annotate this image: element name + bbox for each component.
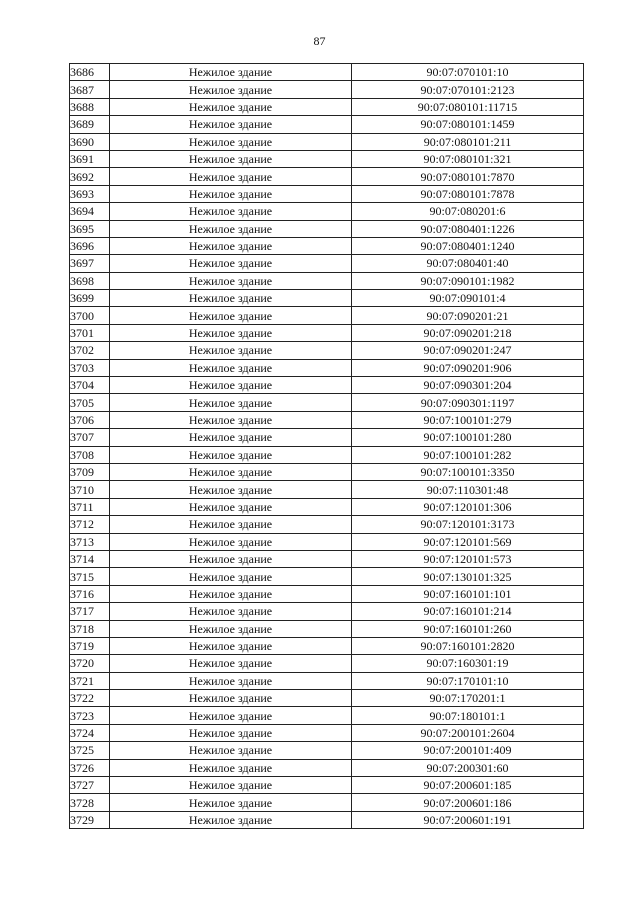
cadastral-number-cell: 90:07:160101:2820 — [352, 637, 584, 654]
row-number-cell: 3716 — [70, 585, 110, 602]
cadastral-number-cell: 90:07:120101:569 — [352, 533, 584, 550]
cadastral-number-cell: 90:07:090201:247 — [352, 342, 584, 359]
row-number-cell: 3706 — [70, 411, 110, 428]
property-type-cell: Нежилое здание — [110, 777, 352, 794]
property-type-cell: Нежилое здание — [110, 498, 352, 515]
row-number-cell: 3689 — [70, 116, 110, 133]
property-type-cell: Нежилое здание — [110, 463, 352, 480]
cadastral-number-cell: 90:07:160101:214 — [352, 603, 584, 620]
row-number-cell: 3704 — [70, 377, 110, 394]
table-row — [70, 98, 584, 115]
cadastral-number-cell: 90:07:170101:10 — [352, 672, 584, 689]
row-number-cell: 3727 — [70, 777, 110, 794]
cadastral-number-cell: 90:07:200601:191 — [352, 811, 584, 828]
table-row — [70, 724, 584, 741]
table-row — [70, 777, 584, 794]
row-number-cell: 3708 — [70, 446, 110, 463]
cadastral-number-cell: 90:07:120101:306 — [352, 498, 584, 515]
cadastral-number-cell: 90:07:100101:280 — [352, 429, 584, 446]
property-type-cell: Нежилое здание — [110, 533, 352, 550]
cadastral-number-cell: 90:07:080401:1240 — [352, 237, 584, 254]
property-type-cell: Нежилое здание — [110, 377, 352, 394]
row-number-cell: 3728 — [70, 794, 110, 811]
table-row — [70, 411, 584, 428]
cadastral-number-cell: 90:07:090201:906 — [352, 359, 584, 376]
table-row — [70, 220, 584, 237]
table-row — [70, 550, 584, 567]
property-type-cell: Нежилое здание — [110, 324, 352, 341]
property-type-cell: Нежилое здание — [110, 64, 352, 81]
cadastral-number-cell: 90:07:090301:204 — [352, 377, 584, 394]
property-type-cell: Нежилое здание — [110, 690, 352, 707]
row-number-cell: 3715 — [70, 568, 110, 585]
table-row — [70, 307, 584, 324]
property-type-cell: Нежилое здание — [110, 620, 352, 637]
cadastral-number-cell: 90:07:160101:260 — [352, 620, 584, 637]
table-row — [70, 185, 584, 202]
property-type-cell: Нежилое здание — [110, 655, 352, 672]
table-row — [70, 811, 584, 828]
table-row — [70, 377, 584, 394]
table-row — [70, 794, 584, 811]
table-row — [70, 116, 584, 133]
table-row — [70, 81, 584, 98]
cadastral-number-cell: 90:07:080101:321 — [352, 150, 584, 167]
cadastral-number-cell: 90:07:160101:101 — [352, 585, 584, 602]
row-number-cell: 3693 — [70, 185, 110, 202]
table-row — [70, 516, 584, 533]
cadastral-number-cell: 90:07:180101:1 — [352, 707, 584, 724]
table-row — [70, 394, 584, 411]
cadastral-number-cell: 90:07:130101:325 — [352, 568, 584, 585]
property-type-cell: Нежилое здание — [110, 672, 352, 689]
row-number-cell: 3700 — [70, 307, 110, 324]
table-row — [70, 672, 584, 689]
registry-table-body — [70, 64, 584, 829]
table-row — [70, 759, 584, 776]
table-row — [70, 272, 584, 289]
property-type-cell: Нежилое здание — [110, 411, 352, 428]
property-type-cell: Нежилое здание — [110, 568, 352, 585]
property-type-cell: Нежилое здание — [110, 255, 352, 272]
property-type-cell: Нежилое здание — [110, 759, 352, 776]
property-type-cell: Нежилое здание — [110, 290, 352, 307]
row-number-cell: 3697 — [70, 255, 110, 272]
row-number-cell: 3696 — [70, 237, 110, 254]
property-type-cell: Нежилое здание — [110, 429, 352, 446]
row-number-cell: 3694 — [70, 203, 110, 220]
row-number-cell: 3688 — [70, 98, 110, 115]
property-type-cell: Нежилое здание — [110, 98, 352, 115]
cadastral-number-cell: 90:07:070101:2123 — [352, 81, 584, 98]
property-registry-table — [69, 63, 584, 829]
table-row — [70, 446, 584, 463]
table-row — [70, 150, 584, 167]
property-type-cell: Нежилое здание — [110, 742, 352, 759]
property-type-cell: Нежилое здание — [110, 585, 352, 602]
table-row — [70, 359, 584, 376]
property-type-cell: Нежилое здание — [110, 237, 352, 254]
cadastral-number-cell: 90:07:200101:2604 — [352, 724, 584, 741]
table-row — [70, 429, 584, 446]
row-number-cell: 3703 — [70, 359, 110, 376]
property-type-cell: Нежилое здание — [110, 220, 352, 237]
row-number-cell: 3707 — [70, 429, 110, 446]
property-type-cell: Нежилое здание — [110, 81, 352, 98]
property-type-cell: Нежилое здание — [110, 272, 352, 289]
property-type-cell: Нежилое здание — [110, 307, 352, 324]
property-type-cell: Нежилое здание — [110, 550, 352, 567]
table-row — [70, 237, 584, 254]
row-number-cell: 3701 — [70, 324, 110, 341]
property-type-cell: Нежилое здание — [110, 342, 352, 359]
table-row — [70, 203, 584, 220]
row-number-cell: 3723 — [70, 707, 110, 724]
property-type-cell: Нежилое здание — [110, 637, 352, 654]
cadastral-number-cell: 90:07:080101:11715 — [352, 98, 584, 115]
property-type-cell: Нежилое здание — [110, 516, 352, 533]
row-number-cell: 3711 — [70, 498, 110, 515]
table-row — [70, 290, 584, 307]
table-row — [70, 707, 584, 724]
cadastral-number-cell: 90:07:080101:211 — [352, 133, 584, 150]
row-number-cell: 3721 — [70, 672, 110, 689]
property-type-cell: Нежилое здание — [110, 116, 352, 133]
row-number-cell: 3713 — [70, 533, 110, 550]
table-row — [70, 742, 584, 759]
row-number-cell: 3714 — [70, 550, 110, 567]
row-number-cell: 3695 — [70, 220, 110, 237]
table-row — [70, 655, 584, 672]
cadastral-number-cell: 90:07:080201:6 — [352, 203, 584, 220]
cadastral-number-cell: 90:07:090201:21 — [352, 307, 584, 324]
cadastral-number-cell: 90:07:090301:1197 — [352, 394, 584, 411]
property-type-cell: Нежилое здание — [110, 603, 352, 620]
row-number-cell: 3705 — [70, 394, 110, 411]
cadastral-number-cell: 90:07:160301:19 — [352, 655, 584, 672]
cadastral-number-cell: 90:07:090101:4 — [352, 290, 584, 307]
row-number-cell: 3718 — [70, 620, 110, 637]
cadastral-number-cell: 90:07:200601:185 — [352, 777, 584, 794]
row-number-cell: 3722 — [70, 690, 110, 707]
row-number-cell: 3686 — [70, 64, 110, 81]
page-number: 87 — [313, 34, 326, 48]
cadastral-number-cell: 90:07:080101:7870 — [352, 168, 584, 185]
row-number-cell: 3729 — [70, 811, 110, 828]
table-row — [70, 64, 584, 81]
row-number-cell: 3710 — [70, 481, 110, 498]
table-row — [70, 168, 584, 185]
cadastral-number-cell: 90:07:200301:60 — [352, 759, 584, 776]
table-row — [70, 637, 584, 654]
cadastral-number-cell: 90:07:080401:1226 — [352, 220, 584, 237]
table-row — [70, 324, 584, 341]
cadastral-number-cell: 90:07:090101:1982 — [352, 272, 584, 289]
property-type-cell: Нежилое здание — [110, 359, 352, 376]
property-type-cell: Нежилое здание — [110, 481, 352, 498]
row-number-cell: 3720 — [70, 655, 110, 672]
property-type-cell: Нежилое здание — [110, 185, 352, 202]
cadastral-number-cell: 90:07:110301:48 — [352, 481, 584, 498]
row-number-cell: 3687 — [70, 81, 110, 98]
row-number-cell: 3724 — [70, 724, 110, 741]
row-number-cell: 3726 — [70, 759, 110, 776]
property-type-cell: Нежилое здание — [110, 707, 352, 724]
cadastral-number-cell: 90:07:200601:186 — [352, 794, 584, 811]
property-type-cell: Нежилое здание — [110, 168, 352, 185]
property-type-cell: Нежилое здание — [110, 446, 352, 463]
cadastral-number-cell: 90:07:080101:7878 — [352, 185, 584, 202]
row-number-cell: 3717 — [70, 603, 110, 620]
table-row — [70, 463, 584, 480]
table-row — [70, 603, 584, 620]
table-row — [70, 533, 584, 550]
table-row — [70, 481, 584, 498]
property-type-cell: Нежилое здание — [110, 394, 352, 411]
cadastral-number-cell: 90:07:120101:3173 — [352, 516, 584, 533]
cadastral-number-cell: 90:07:080101:1459 — [352, 116, 584, 133]
row-number-cell: 3719 — [70, 637, 110, 654]
cadastral-number-cell: 90:07:120101:573 — [352, 550, 584, 567]
table-row — [70, 620, 584, 637]
property-type-cell: Нежилое здание — [110, 150, 352, 167]
row-number-cell: 3702 — [70, 342, 110, 359]
cadastral-number-cell: 90:07:070101:10 — [352, 64, 584, 81]
cadastral-number-cell: 90:07:200101:409 — [352, 742, 584, 759]
row-number-cell: 3690 — [70, 133, 110, 150]
property-type-cell: Нежилое здание — [110, 811, 352, 828]
table-row — [70, 568, 584, 585]
row-number-cell: 3712 — [70, 516, 110, 533]
property-type-cell: Нежилое здание — [110, 724, 352, 741]
row-number-cell: 3709 — [70, 463, 110, 480]
cadastral-number-cell: 90:07:100101:3350 — [352, 463, 584, 480]
cadastral-number-cell: 90:07:100101:279 — [352, 411, 584, 428]
row-number-cell: 3691 — [70, 150, 110, 167]
table-row — [70, 690, 584, 707]
table-row — [70, 255, 584, 272]
cadastral-number-cell: 90:07:170201:1 — [352, 690, 584, 707]
cadastral-number-cell: 90:07:080401:40 — [352, 255, 584, 272]
row-number-cell: 3699 — [70, 290, 110, 307]
property-type-cell: Нежилое здание — [110, 794, 352, 811]
property-type-cell: Нежилое здание — [110, 133, 352, 150]
row-number-cell: 3698 — [70, 272, 110, 289]
property-type-cell: Нежилое здание — [110, 203, 352, 220]
row-number-cell: 3725 — [70, 742, 110, 759]
row-number-cell: 3692 — [70, 168, 110, 185]
table-row — [70, 133, 584, 150]
table-row — [70, 342, 584, 359]
table-row — [70, 498, 584, 515]
cadastral-number-cell: 90:07:090201:218 — [352, 324, 584, 341]
cadastral-number-cell: 90:07:100101:282 — [352, 446, 584, 463]
table-row — [70, 585, 584, 602]
